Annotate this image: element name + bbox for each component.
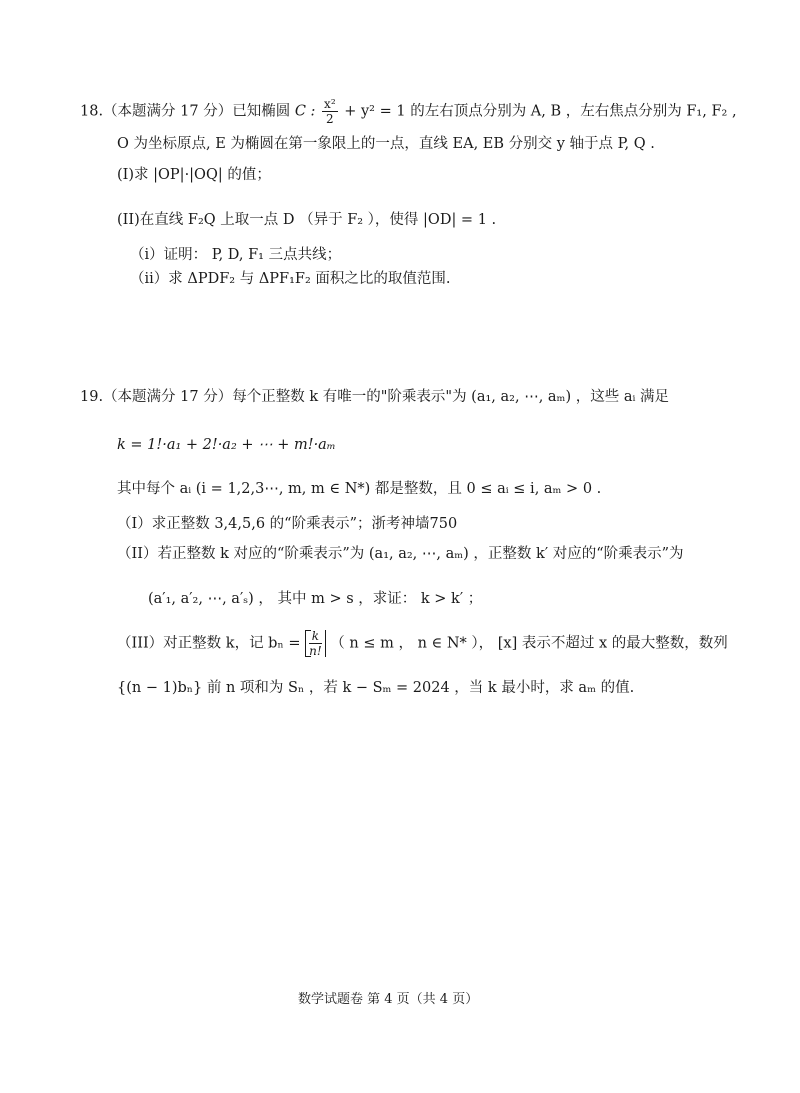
q19-part3a-pre: （III）对正整数 k，记 bₙ = [117,635,301,652]
q18-ellipse-c: C : [294,103,316,120]
q18-part1: (I)求 |OP|·|OQ| 的值； [117,167,271,183]
q19-frac [309,630,322,657]
q19-formula: k = 1!·a₁ + 2!·a₂ + ⋯ + m!·aₘ [117,437,336,453]
q18-sub-ii: （ii）求 ΔPDF₂ 与 ΔPF₁F₂ 面积之比的取值范围. [130,271,451,287]
q18-ellipse-rest: + y² = 1 的左右顶点分别为 A, B ，左右焦点分别为 F₁, F₂ , [344,103,737,120]
q19-line1: 19.（本题满分 17 分）每个正整数 k 有唯一的"阶乘表示"为 (a₁, a₂, ⋯, aₘ) ，这些 aᵢ 满足 [80,389,669,405]
q19-floor-fraction [305,630,326,657]
q18-frac-den: 2 [326,112,334,126]
q19-part3a-post: （ n ≤ m ， n ∈ N* ）， [x] 表示不超过 x 的最大整数，数列 [330,635,728,652]
q19-part1: （I）求正整数 3,4,5,6 的“阶乘表示”；浙考神墙750 [117,516,458,532]
q18-sub-i: （i）证明： P, D, F₁ 三点共线； [130,247,342,263]
q18-line1 [80,98,737,125]
q19-frac-num: k [309,630,322,644]
q18-line2: O 为坐标原点, E 为椭圆在第一象限上的一点，直线 EA, EB 分别交 y 轴于点 P, Q . [117,136,655,152]
q19-part2b: (a′₁, a′₂, ⋯, a′ₛ) ， 其中 m > s ，求证： k > k′ ； [148,591,483,607]
q18-part2: (II)在直线 F₂Q 上取一点 D （异于 F₂ ），使得 |OD| = 1 . [117,212,497,228]
page-footer: 数学试题卷 第 4 页（共 4 页） [298,992,479,1007]
q19-condition: 其中每个 aᵢ (i = 1,2,3⋯, m, m ∈ N*) 都是整数，且 0 ≤ aᵢ ≤ i, aₘ > 0 . [117,481,602,497]
q19-part2a: （II）若正整数 k 对应的“阶乘表示”为 (a₁, a₂, ⋯, aₘ) ，正整数 k′ 对应的“阶乘表示”为 [117,546,684,562]
q18-line1-pre: 18.（本题满分 17 分）已知椭圆 [80,103,291,120]
q19-frac-den: n! [309,644,322,658]
q19-part3a [117,630,728,657]
q18-ellipse-fraction [322,98,338,125]
q19-part3b: {(n − 1)bₙ} 前 n 项和为 Sₙ ，若 k − Sₘ = 2024 ，当 k 最小时，求 aₘ 的值. [117,680,635,696]
q18-frac-num: x² [324,97,336,111]
